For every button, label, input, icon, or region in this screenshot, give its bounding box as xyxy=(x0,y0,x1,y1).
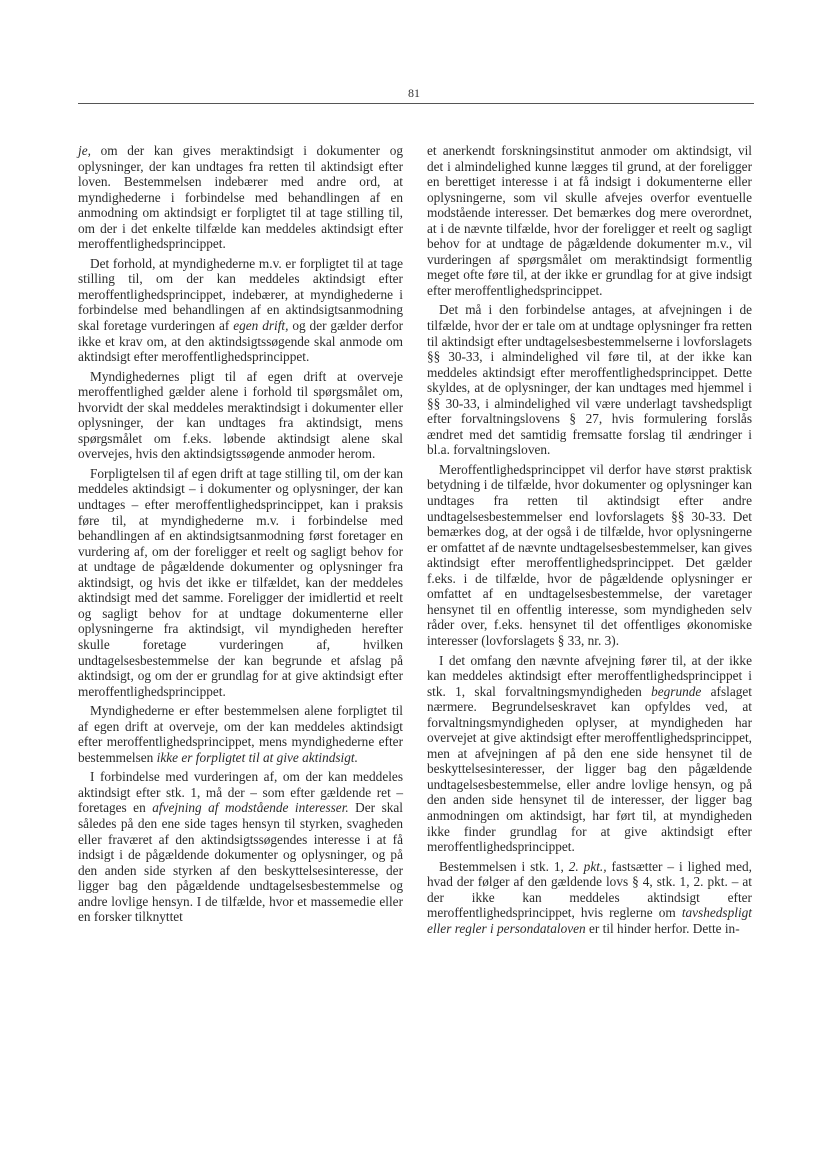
text: afslaget nærmere. Begrundelseskravet kan opfyldes ved, at forvaltningsmyndigheden oplyser, at myndigheden har overvejet at give aktindsigt efter meroffentlighedsprincippet, men at afvejningen af på den ene side hensynet til de beskyttelsesinteresser, der ligger bag den pågældende undtagelsesbestemmelse, eller andre lovlige hensyn, og på den anden side hensynet til de interesser, der ligger bag anmodningen om aktindsigt, har ført til, at myndigheden ikke finder grundlag for at give aktindsigt efter meroffentlighedsprincippet. xyxy=(427,683,752,855)
paragraph: Forpligtelsen til af egen drift at tage stilling til, om der kan meddeles aktindsigt – i dokumenter og oplysninger, der kan undtages – efter meroffentlighedsprincippet, kan i praksis føre til, at myndighederne m.v. i forbindelse med behandlingen af en aktindsigtsanmodning først foretager en vurdering af, om der foreligger et reelt og sagligt behov for at undtage de pågældende dokumenter og oplysninger fra aktindsigt, og hvis det ikke er tilfældet, kan der meddeles aktindsigt med det samme. Foreligger der imidlertid et reelt og sagligt behov for at undtage dokumenterne eller oplysningerne fra aktindsigt, vil myndigheden herefter skulle foretage vurderingen af, hvilken undtagelsesbestemmelse der kan begrunde et afslag på aktindsigt, og om der er grundlag for at give aktindsigt efter meroffentlighedsprincippet. xyxy=(78,465,403,699)
paragraph xyxy=(78,256,403,365)
text: er til hinder herfor. Dette in- xyxy=(585,920,740,936)
emphasis: ikke er forpligtet til at give aktindsigt. xyxy=(156,749,358,765)
emphasis: begrunde xyxy=(651,683,702,699)
paragraph: Det må i den forbindelse antages, at afvejningen i de tilfælde, hvor der er tale om at undtage oplysninger fra retten til aktindsigt efter undtagelsesbestemmelserne i lovforslagets §§ 30-33, i almindelighed vil føre til, at der ikke kan meddeles aktindsigt efter meroffentlighedsprincippet. Dette skyldes, at de oplysninger, der kan undtages med hjemmel i §§ 30-33, i almindelighed vil være underlagt tavshedspligt efter forvaltningslovens § 27, hvis formulering forslås ændret med det samtidig fremsatte forslag til ændringer i bl.a. forvaltningsloven. xyxy=(427,302,752,458)
left-column xyxy=(78,143,403,929)
paragraph: et anerkendt forskningsinstitut anmoder om aktindsigt, vil det i almindelighed kunne lægges til grund, at der foreligger en berettiget interesse i at få indsigt i dokumenterne eller oplysningerne, som vil skulle afvejes overfor eventuelle modstående interesser. Det bemærkes dog mere overordnet, at i de nævnte tilfælde, hvor der foreligger et reelt og sagligt behov for at undtage de pågældende dokumenter m.v., vil vurderingen af spørgsmålet om meraktindsigt formentlig meget ofte føre til, at der ikke er grundlag for at give indsigt efter meroffentlighedsprincippet. xyxy=(427,143,752,298)
emphasis: je, xyxy=(78,143,91,158)
text: I det omfang den nævnte afvejning fører til, at der ikke kan meddeles aktindsigt efter meroffentlighedsprincippet i stk. 1, skal forvaltningsmyndigheden xyxy=(427,652,752,699)
right-column xyxy=(427,143,752,940)
paragraph: Myndighedernes pligt til af egen drift at overveje meroffentlighed gælder alene i forhold til spørgsmålet om, hvorvidt der skal meddeles meraktindsigt i dokumenter eller oplysninger, der kan undtages fra aktindsigt, mens spørgsmålet om f.eks. løbende aktindsigt alene skal overvejes, hvis den aktindsigtssøgende anmoder herom. xyxy=(78,368,403,462)
paragraph xyxy=(427,653,752,855)
emphasis: egen drift, xyxy=(233,318,289,334)
emphasis: tavshedspligt eller regler i persondataloven xyxy=(427,905,752,936)
paragraph xyxy=(78,769,403,924)
text: I forbindelse med vurderingen af, om der kan meddeles aktindsigt efter stk. 1, må der – som efter gældende ret – foretages en xyxy=(78,769,403,816)
text: og der gælder derfor ikke et krav om, at den aktindsigtssøgende skal anmode om aktindsigt efter meroffentlighedsprincippet. xyxy=(78,318,404,365)
text: Myndighederne er efter bestemmelsen alene forpligtet til af egen drift at overveje, om der kan meddeles aktindsigt efter meroffentlighedsprincippet, mens myndighederne efter bestemmelsen xyxy=(78,703,403,765)
paragraph xyxy=(78,143,403,252)
text: Det forhold, at myndighederne m.v. er forpligtet til at tage stilling til, om der kan meddeles aktindsigt efter meroffentlighedsprincippet, indebærer, at myndighederne i forbindelse med behandlingen af en aktindsigtsanmodning skal foretage vurderingen af xyxy=(78,255,403,334)
text: om der kan gives meraktindsigt i dokumenter og oplysninger, der kan undtages fra retten til aktindsigt efter loven. Bestemmelsen indebærer med andre ord, at myndighederne i forbindelse med behandlingen af en anmodning om aktindsigt er forpligtet til at tage stilling til, om der i det enkelte tilfælde kan meddeles aktindsigt efter meroffentlighedsprincippet. xyxy=(78,143,403,252)
text: Der skal således på den ene side tages hensyn til styrken, svagheden eller fraværet af den aktindsigtssøgendes interesse i at få indsigt i de pågældende dokumenter og oplysninger, og på den anden side styrken af den beskyttelsesinteresse, der ligger bag den pågældende undtagelsesbestemmelse og andre lovlige hensyn. I de tilfælde, hvor et massemedie eller en forsker tilknyttet xyxy=(78,800,403,925)
text: fastsætter – i lighed med, hvad der følger af den gældende lovs § 4, stk. 1, 2. pkt. – at der ikke kan meddeles aktindsigt efter meroffentlighedsprincippet, hvis reglerne om xyxy=(427,858,752,921)
paragraph: Meroffentlighedsprincippet vil derfor have størst praktisk betydning i de tilfælde, hvor dokumenter og oplysninger kan undtages fra retten til aktindsigt efter andre undtagelsesbestemmelser end lovforslagets §§ 30-33. Det bemærkes dog, at der også i de tilfælde, hvor oplysningerne er omfattet af de nævnte undtagelsesbestemmelser, kan gives aktindsigt efter meroffentlighedsprincippet. Det gælder f.eks. i de tilfælde, hvor de pågældende oplysninger er omfattet af en undtagelsesbestemmelse, der varetager hensynet til en offentlig interesse, som myndigheden selv råder over, f.eks. hensynet til det offentliges økonomiske interesser (lovforslagets § 33, nr. 3). xyxy=(427,461,752,648)
text: Bestemmelsen i stk. 1, xyxy=(439,858,569,874)
paragraph xyxy=(78,703,403,765)
emphasis: afvejning af modstående interesser. xyxy=(152,800,349,816)
emphasis: 2. pkt., xyxy=(568,858,607,874)
paragraph xyxy=(427,859,752,937)
header-rule xyxy=(78,103,754,104)
page-number: 81 xyxy=(408,86,420,100)
